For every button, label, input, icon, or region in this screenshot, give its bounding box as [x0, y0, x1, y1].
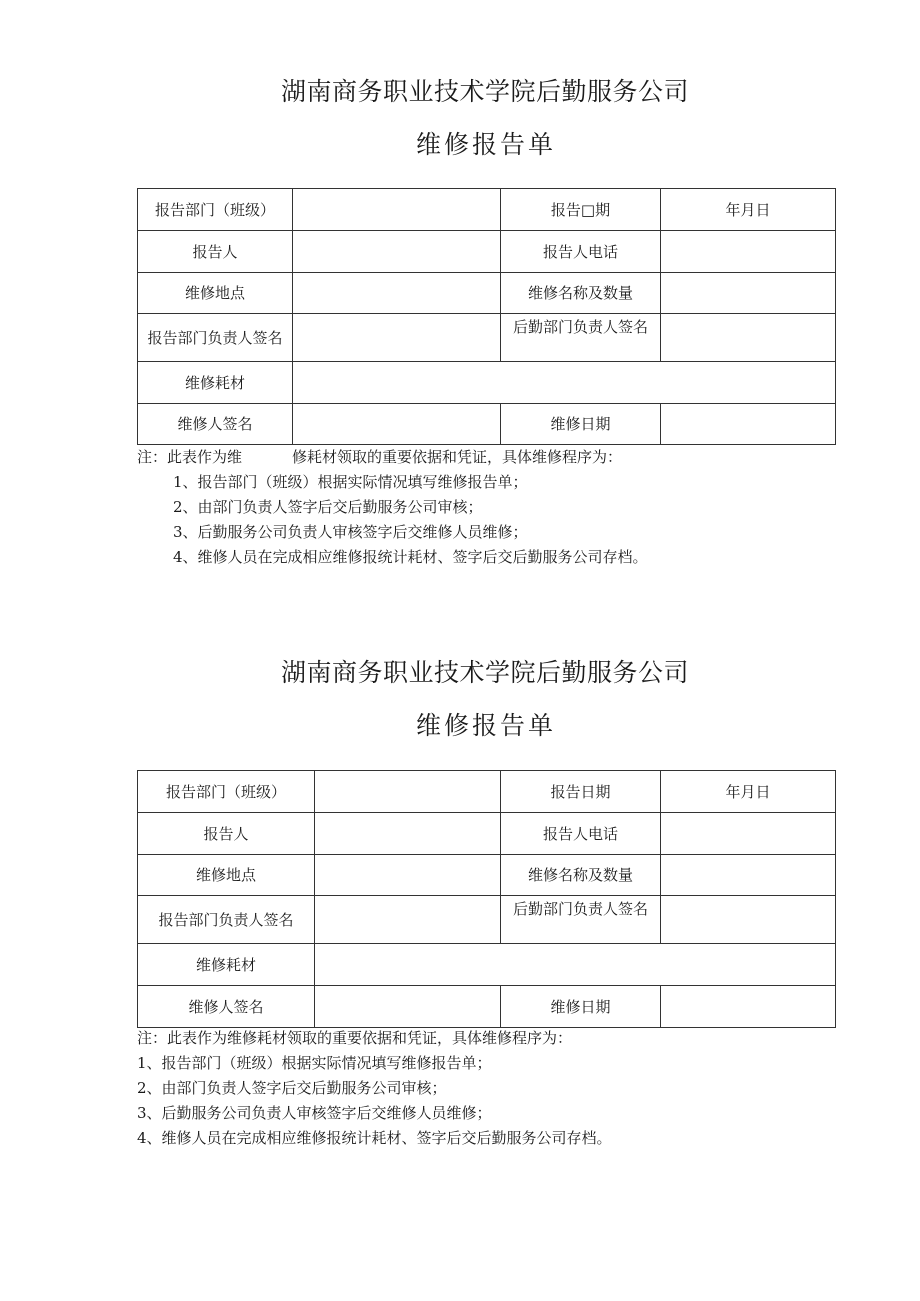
table-row	[138, 231, 836, 273]
repair-item-field[interactable]	[661, 855, 836, 896]
report-dept-field[interactable]	[293, 189, 501, 231]
repairer-sign-label: 维修人签名	[138, 404, 293, 445]
notes-intro-part1: 注：此表作为维	[137, 448, 243, 466]
materials-label: 维修耗材	[138, 944, 315, 986]
repair-date-label: 维修日期	[501, 986, 661, 1028]
reporter-phone-label: 报告人电话	[501, 231, 661, 273]
table-row	[138, 986, 836, 1028]
notes-step: 3、后勤服务公司负责人审核签字后交维修人员维修；	[137, 1104, 492, 1122]
notes-intro: 注：此表作为维修耗材领取的重要依据和凭证，具体维修程序为：	[137, 1029, 573, 1047]
report-dept-field[interactable]	[315, 771, 501, 813]
table-row	[138, 314, 836, 362]
repair-location-field[interactable]	[315, 855, 501, 896]
org-title: 湖南商务职业技术学院后勤服务公司	[280, 77, 689, 106]
logistics-head-sign-field[interactable]	[661, 314, 836, 362]
repair-location-label: 维修地点	[138, 855, 315, 896]
table-row	[138, 896, 836, 944]
logistics-head-sign-label: 后勤部门负责人签名	[501, 896, 661, 944]
table-row	[138, 813, 836, 855]
table-row	[138, 273, 836, 314]
notes-step: 2、由部门负责人签字后交后勤服务公司审核；	[173, 498, 483, 516]
reporter-phone-label: 报告人电话	[501, 813, 661, 855]
reporter-field[interactable]	[293, 231, 501, 273]
notes-step: 4、维修人员在完成相应维修报统计耗材、签字后交后勤服务公司存档。	[137, 1129, 612, 1147]
dept-head-sign-label: 报告部门负责人签名	[138, 896, 315, 944]
dept-head-sign-label: 报告部门负责人签名	[138, 314, 293, 362]
notes-step: 4、维修人员在完成相应维修报统计耗材、签字后交后勤服务公司存档。	[173, 548, 648, 566]
repair-item-label: 维修名称及数量	[501, 855, 661, 896]
form-title: 维修报告单	[415, 711, 556, 740]
repair-date-label: 维修日期	[501, 404, 661, 445]
notes	[137, 445, 648, 570]
repair-location-label: 维修地点	[138, 273, 293, 314]
repair-report-table	[137, 770, 836, 1028]
notes-step: 2、由部门负责人签字后交后勤服务公司审核；	[137, 1079, 447, 1097]
dept-head-sign-field[interactable]	[293, 314, 501, 362]
form-title: 维修报告单	[415, 130, 556, 159]
materials-field[interactable]	[315, 944, 836, 986]
reporter-label: 报告人	[138, 813, 315, 855]
report-date-label: 报告日期	[501, 771, 661, 813]
dept-head-sign-field[interactable]	[315, 896, 501, 944]
repair-report-table	[137, 188, 836, 445]
notes	[137, 1026, 612, 1151]
logistics-head-sign-label: 后勤部门负责人签名	[501, 314, 661, 362]
report-dept-label: 报告部门（班级）	[138, 771, 315, 813]
report-date-label: 报告□期	[501, 189, 661, 231]
table-row	[138, 404, 836, 445]
notes-step: 1、报告部门（班级）根据实际情况填写维修报告单；	[173, 473, 528, 491]
notes-intro-part2: 修耗材领取的重要依据和凭证，具体维修程序为：	[292, 448, 623, 466]
reporter-field[interactable]	[315, 813, 501, 855]
report-date-field[interactable]: 年月日	[661, 189, 836, 231]
repair-location-field[interactable]	[293, 273, 501, 314]
materials-label: 维修耗材	[138, 362, 293, 404]
notes-step: 1、报告部门（班级）根据实际情况填写维修报告单；	[137, 1054, 492, 1072]
materials-field[interactable]	[293, 362, 836, 404]
table-row	[138, 771, 836, 813]
report-date-field[interactable]: 年月日	[661, 771, 836, 813]
table-row	[138, 855, 836, 896]
org-title: 湖南商务职业技术学院后勤服务公司	[280, 658, 689, 687]
table-row	[138, 362, 836, 404]
notes-step: 3、后勤服务公司负责人审核签字后交维修人员维修；	[173, 523, 528, 541]
repairer-sign-field[interactable]	[293, 404, 501, 445]
repair-item-label: 维修名称及数量	[501, 273, 661, 314]
repair-item-field[interactable]	[661, 273, 836, 314]
reporter-phone-field[interactable]	[661, 231, 836, 273]
reporter-phone-field[interactable]	[661, 813, 836, 855]
logistics-head-sign-field[interactable]	[661, 896, 836, 944]
repair-date-field[interactable]	[661, 404, 836, 445]
table-row	[138, 944, 836, 986]
repair-date-field[interactable]	[661, 986, 836, 1028]
repairer-sign-field[interactable]	[315, 986, 501, 1028]
reporter-label: 报告人	[138, 231, 293, 273]
table-row	[138, 189, 836, 231]
report-dept-label: 报告部门（班级）	[138, 189, 293, 231]
notes-intro	[137, 445, 648, 470]
repairer-sign-label: 维修人签名	[138, 986, 315, 1028]
